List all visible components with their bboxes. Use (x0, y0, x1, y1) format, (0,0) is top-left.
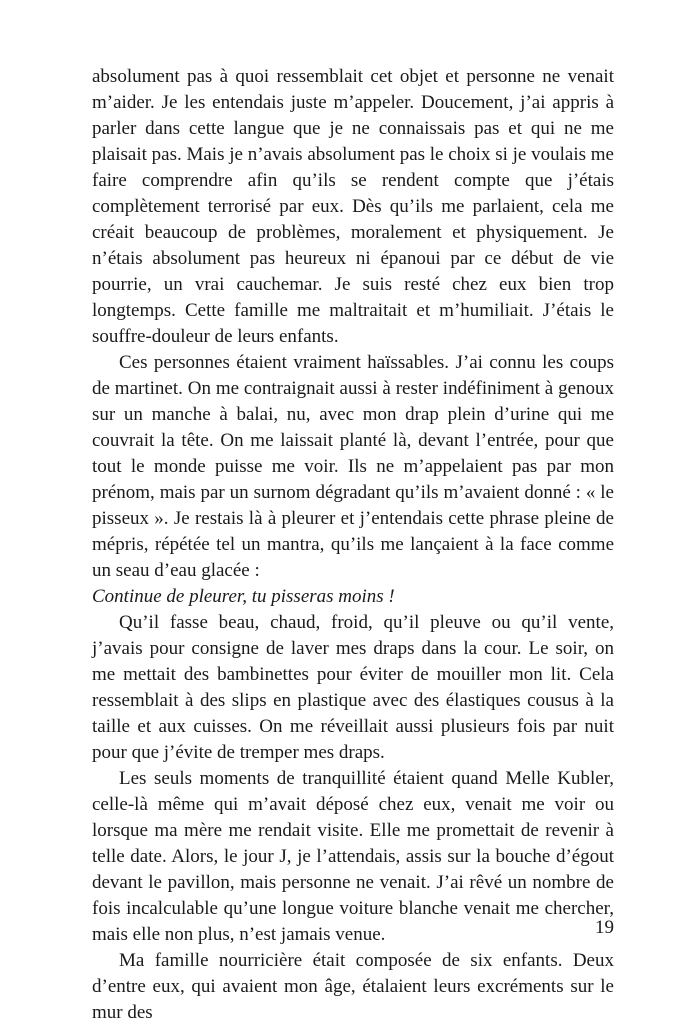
paragraph-continued: absolument pas à quoi ressemblait cet objet et personne ne venait m’aider. Je les entendais juste m’appeler. Doucement, j’ai appris à parler dans cette langue que je ne connaissais pas et qui ne me plaisait pas. Mais je n’avais absolument pas le choix si je voulais me faire comprendre afin qu’ils se rendent compte que j’étais complètement terrorisé par eux. Dès qu’ils me parlaient, cela me créait beaucoup de problèmes, moralement et physiquement. Je n’étais absolument pas heureux ni épanoui par ce début de vie pourrie, un vrai cauchemar. Je suis resté chez eux bien trop longtemps. Cette famille me maltraitait et m’humiliait. J’étais le souffre-douleur de leurs enfants. (92, 66, 614, 347)
body-text (92, 64, 614, 1026)
italic-quote: Continue de pleurer, tu pisseras moins ! (92, 586, 395, 607)
paragraph: Ces personnes étaient vraiment haïssables. J’ai connu les coups de martinet. On me contraignait aussi à rester indéfiniment à genoux sur un manche à balai, nu, avec mon drap plein d’urine qui me couvrait la tête. On me laissait planté là, devant l’entrée, pour que tout le monde puisse me voir. Ils ne m’appelaient pas par mon prénom, mais par un surnom dégradant qu’ils m’avaient donné : « le pisseux ». Je restais là à pleurer et j’entendais cette phrase pleine de mépris, répétée tel un mantra, qu’ils me lançaient à la face comme un seau d’eau glacée : (92, 352, 614, 581)
paragraph: Ma famille nourricière était composée de six enfants. Deux d’entre eux, qui avaient mon âge, étalaient leurs excréments sur le mur des (92, 950, 614, 1023)
paragraph: Qu’il fasse beau, chaud, froid, qu’il pleuve ou qu’il vente, j’avais pour consigne de laver mes draps dans la cour. Le soir, on me mettait des bambinettes pour éviter de mouiller mon lit. Cela ressemblait à des slips en plastique avec des élastiques cousus à la taille et aux cuisses. On me réveillait aussi plusieurs fois par nuit pour que j’évite de tremper mes draps. (92, 612, 614, 763)
paragraph: Les seuls moments de tranquillité étaient quand Melle Kubler, celle-là même qui m’avait déposé chez eux, venait me voir ou lorsque ma mère me rendait visite. Elle me promettait de revenir à telle date. Alors, le jour J, je l’attendais, assis sur la bouche d’égout devant le pavillon, mais personne ne venait. J’ai rêvé un nombre de fois incalculable qu’une longue voiture blanche venait me chercher, mais elle non plus, n’est jamais venue. (92, 768, 614, 945)
page-number: 19 (595, 917, 614, 938)
